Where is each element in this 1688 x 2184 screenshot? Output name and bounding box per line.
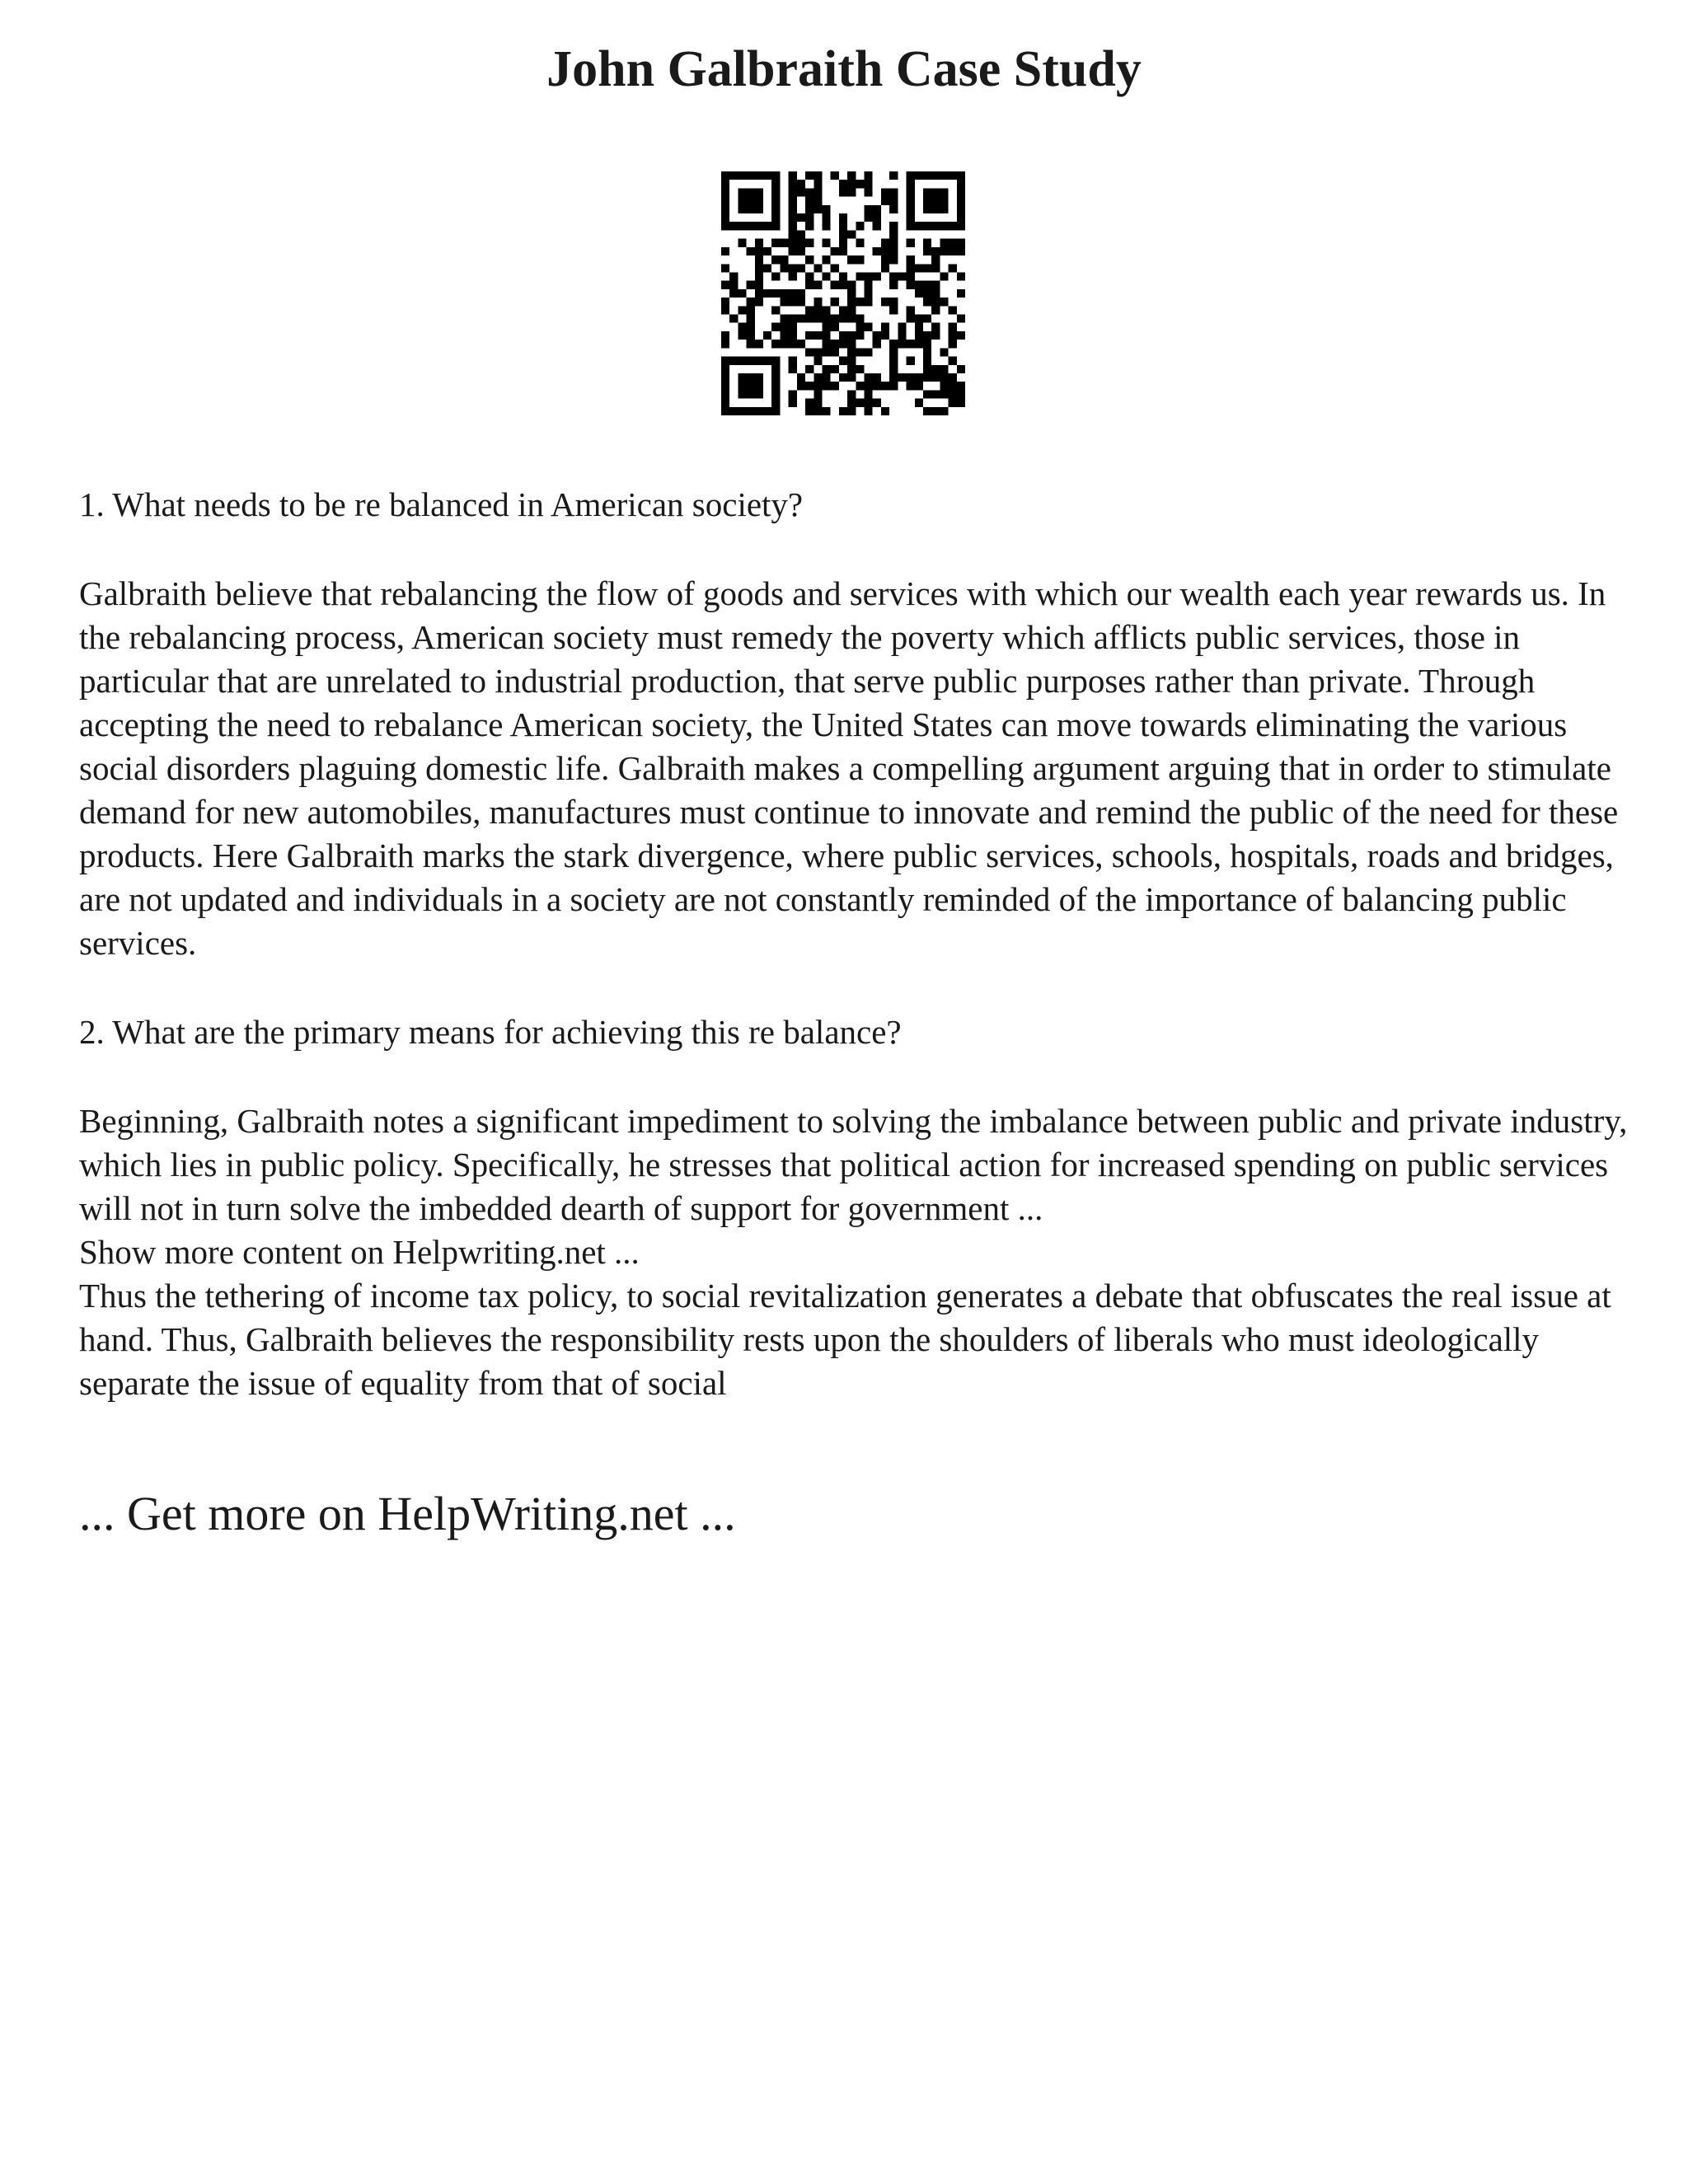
answer-2: Beginning, Galbraith notes a significant impediment to solving the imbalance between public and private industry, which lies in public policy. Specifically, he stresses that political action for increased spending on public services will not in turn solve the imbedded dearth of support for government ... — [79, 1102, 1628, 1227]
get-more-link[interactable]: ... Get more on HelpWriting.net ... — [79, 1487, 736, 1540]
answer-1: Galbraith believe that rebalancing the flow of goods and services with which our wealth each year rewards us. In the rebalancing process, American society must remedy the poverty which afflicts public services, those in particular that are unrelated to industrial production, that serve public purposes rather than private. Through accepting the need to rebalance American society, the United States can move towards eliminating the various social disorders plaguing domestic life. Galbraith makes a compelling argument arguing that in order to stimulate demand for new automobiles, manufactures must continue to innovate and remind the public of the need for these products. Here Galbraith marks the stark divergence, where public services, schools, hospitals, roads and bridges, are not updated and individuals in a society are not constantly reminded of the importance of balancing public services. — [79, 574, 1619, 962]
question-1: 1. What needs to be re balanced in American society? — [79, 485, 804, 523]
show-more-link[interactable]: Show more content on Helpwriting.net ... — [79, 1233, 640, 1271]
page-title: John Galbraith Case Study — [546, 41, 1142, 97]
document-body — [79, 483, 1637, 1405]
continuation-paragraph: Thus the tethering of income tax policy, to social revitalization generates a debate that obfuscates the real issue at hand. Thus, Galbraith believes the responsibility rests upon the shoulders of liberals who must ideologically separate the issue of equality from that of social — [79, 1277, 1611, 1402]
qr-code-icon — [721, 171, 965, 415]
question-2: 2. What are the primary means for achieving this re balance? — [79, 1013, 902, 1051]
